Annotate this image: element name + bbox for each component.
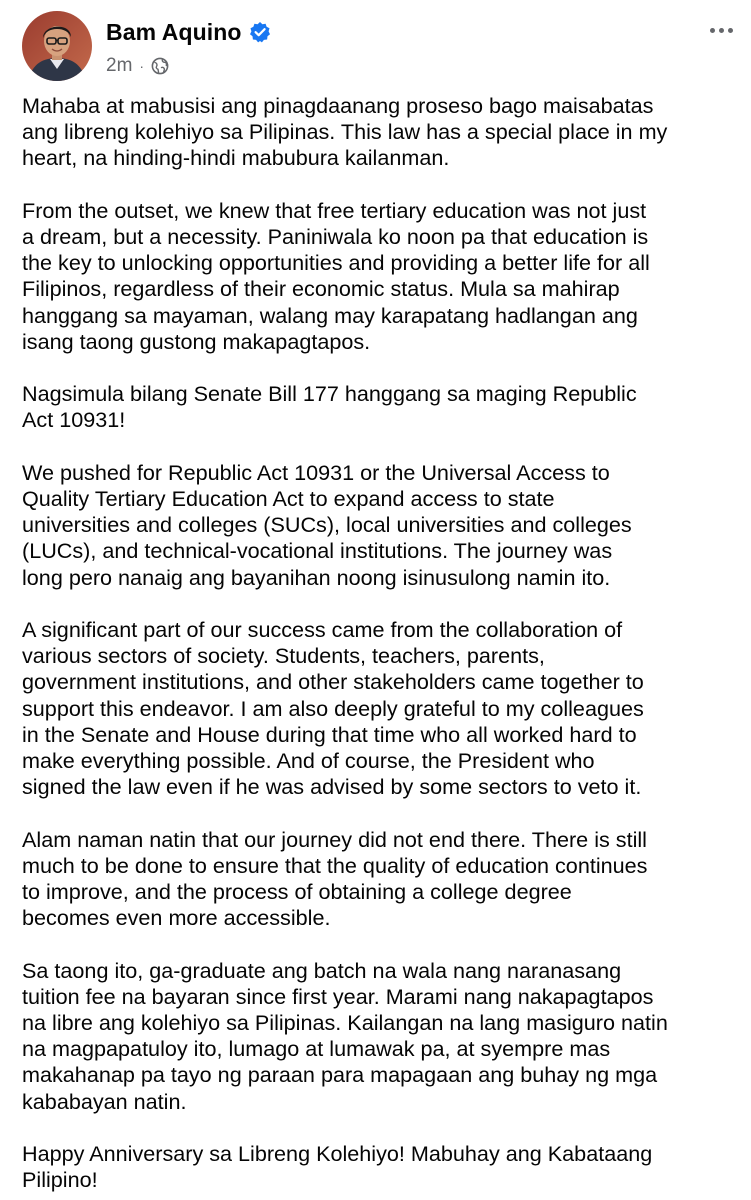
post-paragraph-8: Happy Anniversary sa Libreng Kolehiyo! Mabuhay ang Kabataang Pilipino! [22, 1141, 653, 1193]
profile-photo [22, 11, 92, 81]
more-dot [710, 28, 715, 33]
more-dot [728, 28, 733, 33]
post-paragraph-1: Mahaba at mabusisi ang pinagdaanang proseso bago maisabatas ang libreng kolehiyo sa Pilipinas. This law has a special place in my heart, na hinding-hindi mabubura kailanman. [22, 93, 668, 171]
post-paragraph-5: A significant part of our success came from the collaboration of various sectors of society. Students, teachers, parents, government institutions, and other stakeholders came together to support this endeavor. I am also deeply grateful to my colleagues in the Senate and House during that time who all worked hard to make everything possible. And of course, the President who signed the law even if he was advised by some sectors to veto it. [22, 617, 644, 800]
post-text [22, 93, 738, 1193]
post-header [0, 0, 751, 90]
author-avatar[interactable] [22, 11, 92, 81]
post-paragraph-4: We pushed for Republic Act 10931 or the Universal Access to Quality Tertiary Education Act to expand access to state universities and colleges (SUCs), local universities and colleges (LUCs), and technical-vocational institutions. The journey was long pero nanaig ang bayanihan noong isinusulong namin ito. [22, 459, 632, 590]
more-options-icon[interactable] [705, 18, 737, 42]
meta-separator: · [139, 58, 145, 74]
post-paragraph-2: From the outset, we knew that free tertiary education was not just a dream, but a necessity. Paniniwala ko noon pa that education is the key to unlocking opportunities and providing a better life for all Filipinos, regardless of their economic status. Mula sa mahirap hanggang sa mayaman, walang may karapatang hadlangan ang isang taong gustong makapagtapos. [22, 197, 650, 354]
more-dot [719, 28, 724, 33]
post-paragraph-3: Nagsimula bilang Senate Bill 177 hanggang sa maging Republic Act 10931! [22, 381, 637, 433]
post-paragraph-7: Sa taong ito, ga-graduate ang batch na wala nang naranasang tuition fee na bayaran since first year. Marami nang nakapagtapos na libre ang kolehiyo sa Pilipinas. Kailangan na lang masiguro natin na magpapatuloy ito, lumago at lumawak pa, at syempre mas makahanap pa tayo ng paraan para mapagaan ang buhay ng mga kababayan natin. [22, 957, 668, 1114]
globe-icon [151, 57, 169, 75]
author-name[interactable]: Bam Aquino [106, 18, 242, 45]
verified-badge-icon [249, 21, 271, 43]
post-meta [106, 54, 169, 78]
author-row [106, 16, 271, 48]
post-paragraph-6: Alam naman natin that our journey did not end there. There is still much to be done to ensure that the quality of education continues to improve, and the process of obtaining a college degree becomes even more accessible. [22, 826, 648, 931]
post-timestamp[interactable]: 2m [106, 55, 133, 76]
